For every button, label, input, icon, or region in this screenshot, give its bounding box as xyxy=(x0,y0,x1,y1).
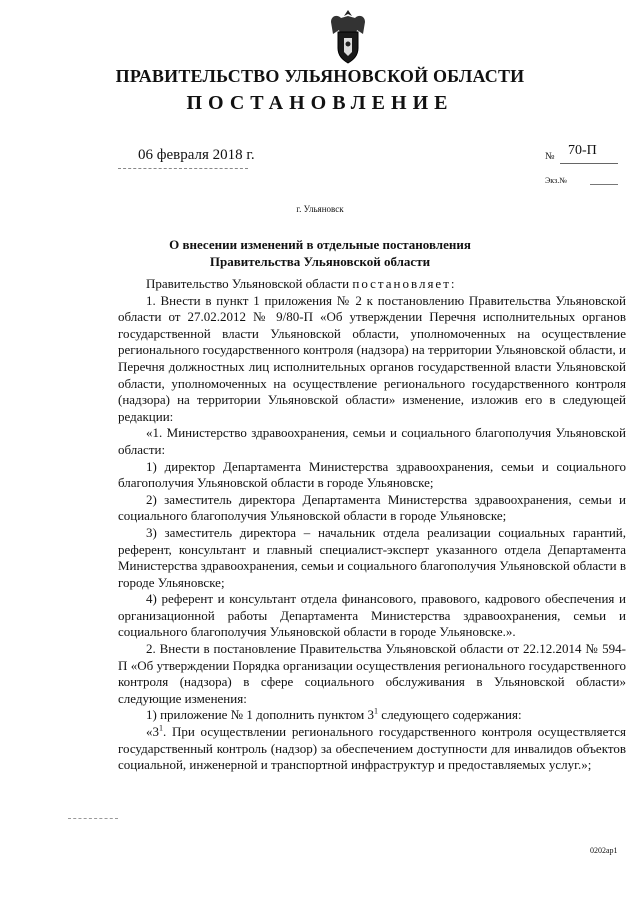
paragraph-8-text: 1) приложение № 1 дополнить пунктом 3 xyxy=(146,707,375,723)
footer-code: 0202ар1 xyxy=(590,846,618,855)
document-type: ПОСТАНОВЛЕНИЕ xyxy=(186,92,454,114)
subject-line-1: О внесении изменений в отдельные постановления xyxy=(169,237,471,252)
paragraph-9-text: . При осуществлении регионального государственного контроля осуществляется государственный контроль (надзор) за обеспечением доступности для инвалидов объектов социальной, инженерной и транспортной инфраструктур и предоставляемых услуг.»; xyxy=(118,724,626,773)
paragraph-8 xyxy=(118,707,626,724)
number-underline xyxy=(560,163,618,164)
city: г. Ульяновск xyxy=(296,204,344,214)
paragraph-1: 1. Внести в пункт 1 приложения № 2 к постановлению Правительства Ульяновской области от 27.02.2012 № 9/80-П «Об утверждении Перечня исполнительных органов государственной власти Ульяновской области, уполномоченных на осуществление регионального государственного контроля (надзора) на территории Ульяновской области, и Перечня должностных лиц исполнительных органов государственной власти Ульяновской области, уполномоченных на осуществление регионального государственного контроля (надзора) на территории Ульяновской области» изменение, изложив его в следующей редакции: xyxy=(118,292,626,424)
organization-title: ПРАВИТЕЛЬСТВО УЛЬЯНОВСКОЙ ОБЛАСТИ xyxy=(115,66,525,86)
paragraph-4: 2) заместитель директора Департамента Министерства здравоохранения, семьи и социального благополучия Ульяновской области в городе Ульяновске; xyxy=(118,491,626,524)
paragraph-9 xyxy=(118,724,626,774)
paragraph-9-head: «3 xyxy=(146,724,159,740)
paragraph-6: 4) референт и консультант отдела финансового, правового, кадрового обеспечения и организационной работы Департамента Министерства здравоохранения, семьи и социального благополучия Ульяновской области в городе Ульяновске.». xyxy=(118,591,626,640)
footer-divider xyxy=(68,818,118,819)
document-body xyxy=(118,276,626,774)
paragraph-5: 3) заместитель директора – начальник отдела реализации социальных гарантий, референт, консультант и главный специалист-эксперт указанного отдела Департамента Министерства здравоохранения, семьи и социального благополучия Ульяновской области в городе Ульяновске; xyxy=(118,524,626,590)
date-underline xyxy=(118,168,248,169)
copy-number-label: Экз.№ xyxy=(545,176,567,185)
paragraph-3: 1) директор Департамента Министерства здравоохранения, семьи и социального благополучия Ульяновской области в городе Ульяновске; xyxy=(118,458,626,491)
paragraph-7: 2. Внести в постановление Правительства Ульяновской области от 22.12.2014 № 594-П «Об утверждении Порядка организации осуществления регионального государственного контроля (надзора) в сфере социального обслуживания в Ульяновской области» следующие изменения: xyxy=(118,641,626,706)
document-date: 06 февраля 2018 г. xyxy=(138,147,255,163)
document-number: 70-П xyxy=(568,143,597,158)
intro-decree-word: постановляет: xyxy=(352,276,457,291)
coat-of-arms-emblem xyxy=(327,8,369,66)
copy-number-underline xyxy=(590,184,618,185)
paragraph-2: «1. Министерство здравоохранения, семьи и социального благополучия Ульяновской области: xyxy=(118,425,626,457)
paragraph-8-tail: следующего содержания: xyxy=(378,707,522,723)
document-subject xyxy=(150,236,490,270)
intro-paragraph xyxy=(118,276,626,293)
number-sign: № xyxy=(545,151,555,162)
paragraph-9-superscript: 1 xyxy=(159,723,163,733)
subject-line-2: Правительства Ульяновской области xyxy=(209,254,431,269)
intro-text: Правительство Ульяновской области xyxy=(146,276,353,291)
paragraph-8-superscript: 1 xyxy=(374,707,379,717)
